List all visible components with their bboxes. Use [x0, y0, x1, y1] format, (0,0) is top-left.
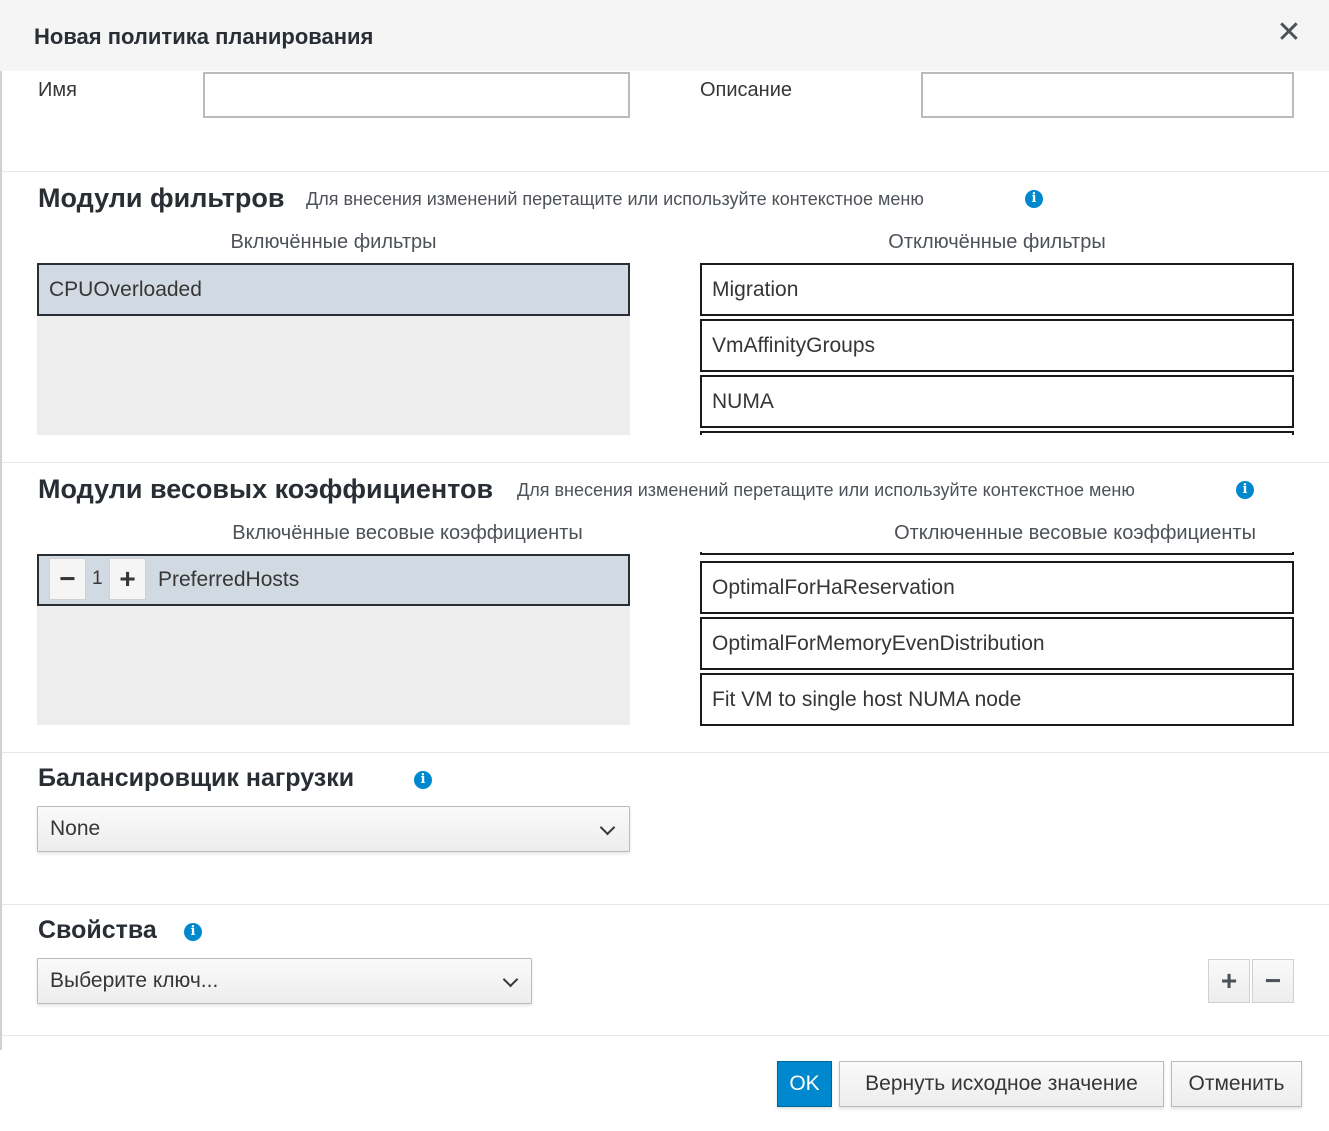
reset-button[interactable]: Вернуть исходное значение [839, 1061, 1164, 1107]
info-circle-icon[interactable]: i [414, 771, 432, 789]
decrease-weight-button[interactable]: − [49, 558, 86, 600]
chevron-down-icon [600, 820, 616, 836]
enabled-filters-list[interactable] [37, 263, 630, 435]
disabled-filter-item-partial[interactable] [700, 431, 1294, 435]
disabled-filter-item[interactable]: NUMA [700, 375, 1294, 428]
disabled-weight-item-partial[interactable] [700, 552, 1294, 555]
disabled-filter-item[interactable]: VmAffinityGroups [700, 319, 1294, 372]
weights-hint: Для внесения изменений перетащите или используйте контекстное меню [517, 480, 1135, 500]
cancel-button[interactable]: Отменить [1171, 1061, 1302, 1107]
enabled-weights-list[interactable] [37, 554, 630, 725]
divider [2, 904, 1329, 905]
modal-border [0, 0, 2, 1050]
disabled-filter-item[interactable]: Migration [700, 263, 1294, 316]
properties-title: Свойства [38, 916, 157, 944]
weight-name: PreferredHosts [158, 568, 300, 591]
balancer-title: Балансировщик нагрузки [38, 764, 355, 792]
dialog-header [0, 0, 1329, 71]
balancer-select[interactable] [37, 806, 630, 852]
filters-title: Модули фильтров [38, 183, 285, 213]
balancer-selected-value: None [50, 817, 101, 840]
weight-factor: 1 [92, 568, 103, 589]
divider [2, 171, 1329, 172]
description-label: Описание [700, 79, 793, 101]
description-input[interactable] [921, 72, 1294, 118]
dialog-title: Новая политика планирования [34, 24, 374, 49]
close-icon[interactable]: ✕ [1276, 16, 1302, 49]
enabled-filters-header: Включённые фильтры [230, 231, 437, 253]
info-circle-icon[interactable]: i [184, 923, 202, 941]
property-key-placeholder: Выберите ключ... [50, 969, 219, 992]
info-circle-icon[interactable]: i [1236, 481, 1254, 499]
ok-button[interactable]: OK [777, 1061, 832, 1107]
disabled-weights-header: Отключенные весовые коэффициенты [894, 522, 1256, 544]
disabled-weight-item[interactable]: Fit VM to single host NUMA node [700, 673, 1294, 726]
name-input[interactable] [203, 72, 630, 118]
divider [2, 462, 1329, 463]
increase-weight-button[interactable]: + [109, 558, 146, 600]
remove-property-button[interactable]: − [1252, 959, 1294, 1003]
name-label: Имя [38, 79, 77, 101]
disabled-weight-item[interactable]: OptimalForMemoryEvenDistribution [700, 617, 1294, 670]
disabled-weight-item[interactable]: OptimalForHaReservation [700, 561, 1294, 614]
add-property-button[interactable]: + [1208, 959, 1250, 1003]
enabled-weight-item[interactable] [37, 554, 630, 606]
filters-hint: Для внесения изменений перетащите или используйте контекстное меню [306, 189, 924, 209]
disabled-filters-list[interactable] [700, 263, 1294, 435]
property-key-select[interactable] [37, 958, 532, 1004]
info-circle-icon[interactable]: i [1025, 190, 1043, 208]
disabled-filters-header: Отключённые фильтры [888, 231, 1106, 253]
enabled-weights-header: Включённые весовые коэффициенты [232, 522, 583, 544]
divider [2, 752, 1329, 753]
chevron-down-icon [503, 972, 519, 988]
weights-title: Модули весовых коэффициентов [38, 474, 494, 504]
disabled-weights-list[interactable] [700, 552, 1294, 726]
divider [2, 1035, 1329, 1036]
enabled-filter-item[interactable]: CPUOverloaded [37, 263, 630, 316]
